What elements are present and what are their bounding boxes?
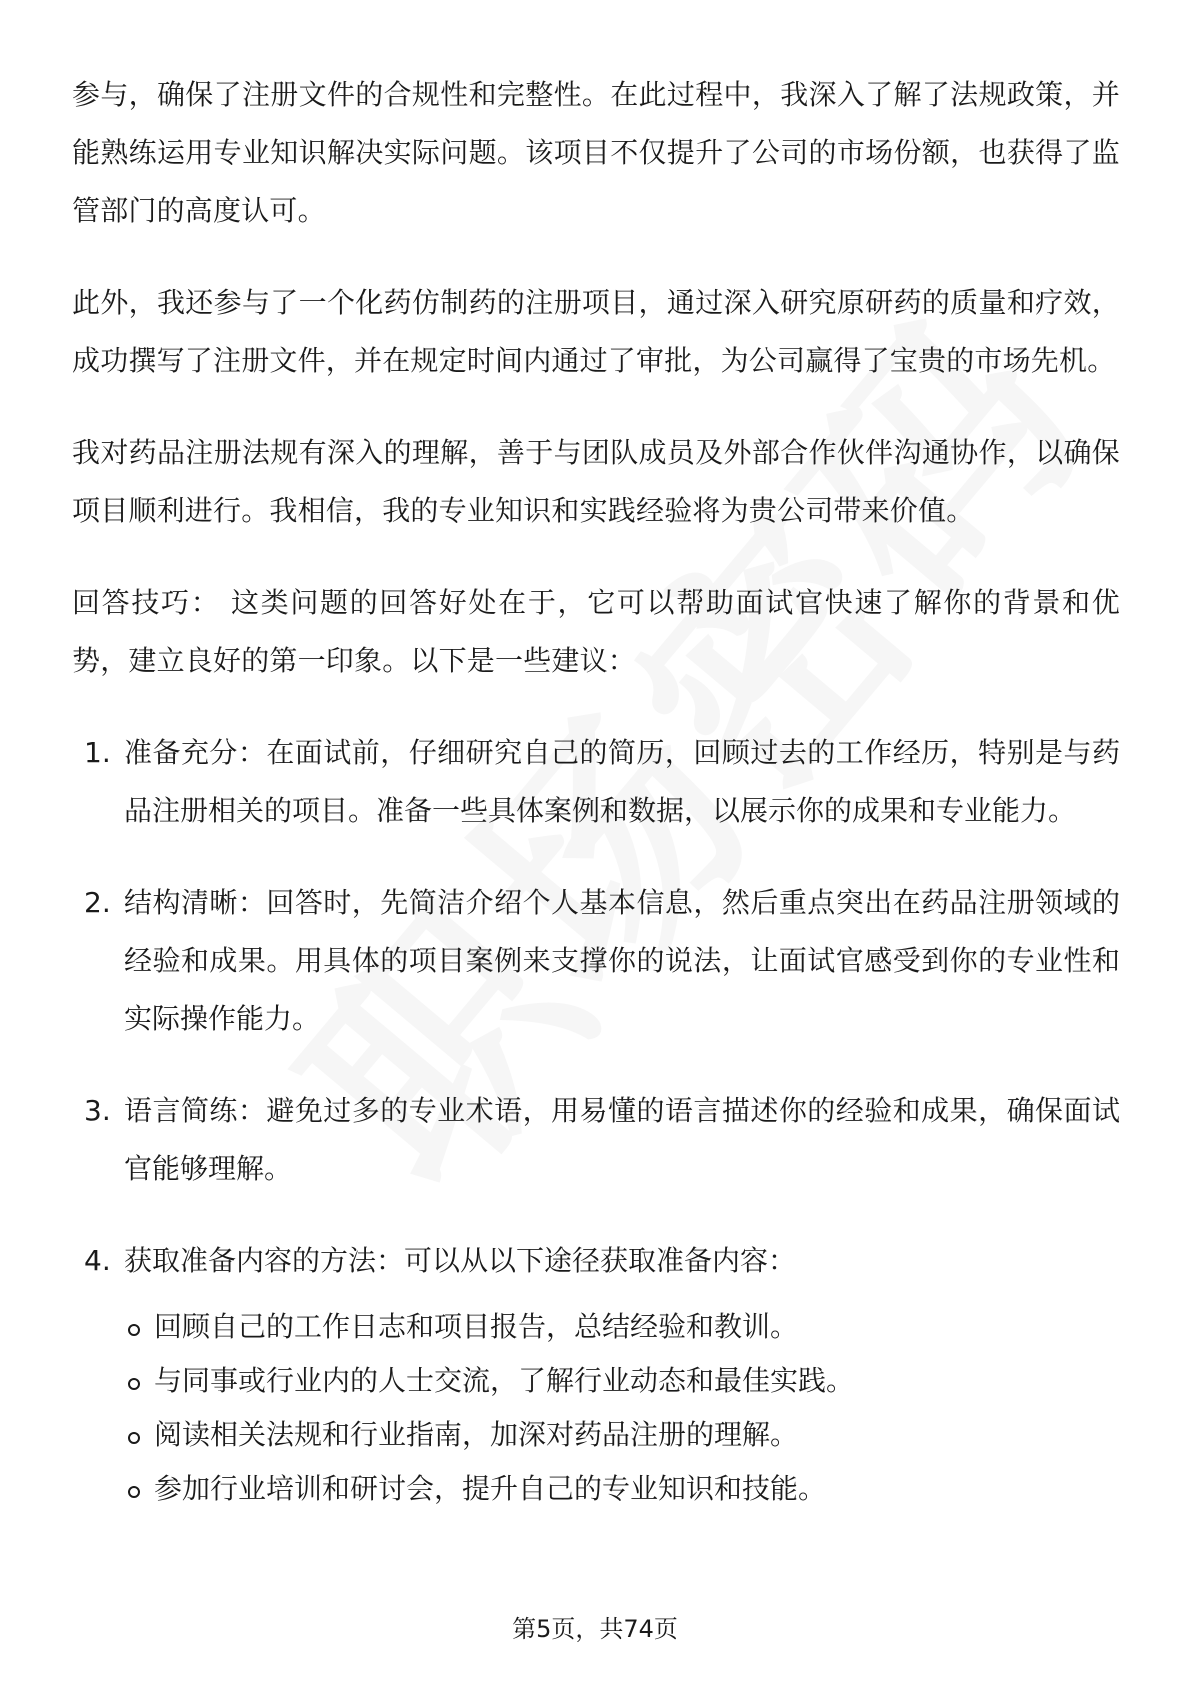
list-number: 1.	[84, 736, 111, 769]
document-body	[72, 66, 1120, 1550]
list-item-text: 语言简练：避免过多的专业术语，用易懂的语言描述你的经验和成果，确保面试官能够理解。	[124, 1094, 1120, 1185]
tips-list-item	[72, 1082, 1120, 1198]
page-number: 第5页，共74页	[512, 1615, 678, 1643]
sub-list-item: 参加行业培训和研讨会，提升自己的专业知识和技能。	[124, 1462, 1120, 1516]
sub-list-item: 阅读相关法规和行业指南，加深对药品注册的理解。	[124, 1408, 1120, 1462]
sub-list-item: 回顾自己的工作日志和项目报告，总结经验和教训。	[124, 1300, 1120, 1354]
list-item-text: 获取准备内容的方法：可以从以下途径获取准备内容：	[124, 1244, 797, 1277]
list-number: 2.	[84, 886, 111, 919]
sub-list-item: 与同事或行业内的人士交流，了解行业动态和最佳实践。	[124, 1354, 1120, 1408]
tips-list-item	[72, 1232, 1120, 1516]
list-item-text: 准备充分：在面试前，仔细研究自己的简历，回顾过去的工作经历，特别是与药品注册相关的项目。准备一些具体案例和数据，以展示你的成果和专业能力。	[124, 736, 1120, 827]
list-number: 4.	[84, 1244, 111, 1277]
list-number: 3.	[84, 1094, 111, 1127]
tips-intro-paragraph: 回答技巧： 这类问题的回答好处在于，它可以帮助面试官快速了解你的背景和优势，建立良好的第一印象。以下是一些建议：	[72, 586, 1120, 677]
paragraph: 此外，我还参与了一个化药仿制药的注册项目，通过深入研究原研药的质量和疗效，成功撰写了注册文件，并在规定时间内通过了审批，为公司赢得了宝贵的市场先机。	[72, 286, 1120, 377]
sub-list	[124, 1300, 1120, 1516]
tips-list	[72, 724, 1120, 1516]
tips-list-item	[72, 724, 1120, 840]
paragraph: 我对药品注册法规有深入的理解，善于与团队成员及外部合作伙伴沟通协作，以确保项目顺利进行。我相信，我的专业知识和实践经验将为贵公司带来价值。	[72, 436, 1120, 527]
tips-list-item	[72, 874, 1120, 1048]
list-item-text: 结构清晰：回答时，先简洁介绍个人基本信息，然后重点突出在药品注册领域的经验和成果。用具体的项目案例来支撑你的说法，让面试官感受到你的专业性和实际操作能力。	[124, 886, 1120, 1035]
paragraph: 参与，确保了注册文件的合规性和完整性。在此过程中，我深入了解了法规政策，并能熟练运用专业知识解决实际问题。该项目不仅提升了公司的市场份额，也获得了监管部门的高度认可。	[72, 78, 1120, 227]
